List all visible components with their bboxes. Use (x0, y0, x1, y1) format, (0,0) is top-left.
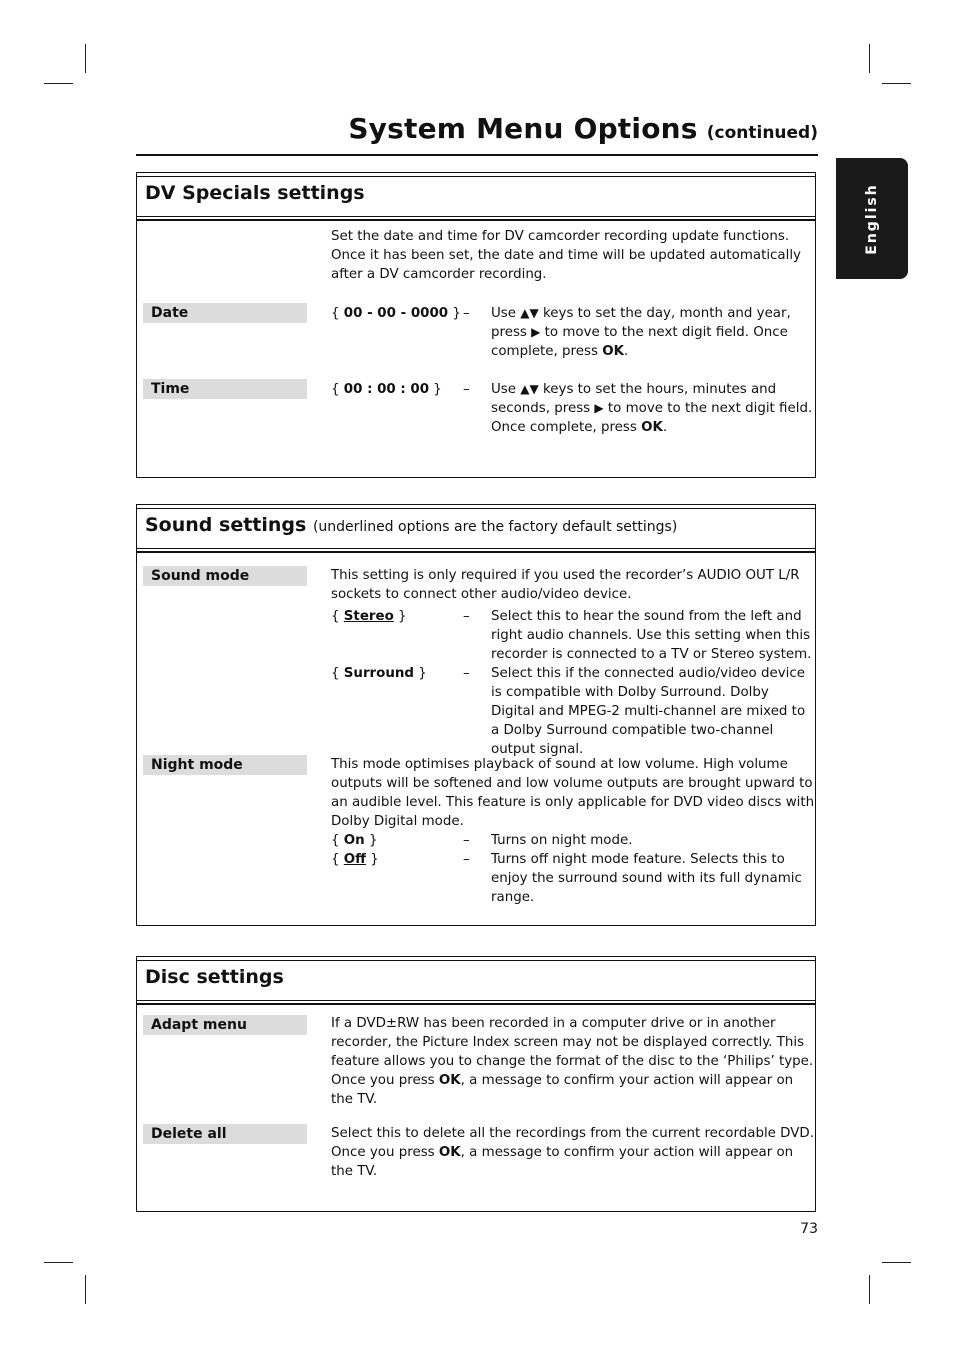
sound-settings-section (136, 504, 816, 926)
option-dash: – (463, 852, 470, 867)
time-option: { 00 : 00 : 00 } (331, 382, 442, 397)
crop-mark (882, 83, 911, 84)
down-arrow-icon: ▼ (529, 382, 539, 396)
adapt-menu-description: If a DVD±RW has been recorded in a computer drive or in another recorder, the Picture Index screen may not be displayed correctly. This feature allows you to change the format of the disc to the ‘Philips’ type. Once you press OK, a message to confirm your action will appear on the TV. (331, 1016, 814, 1107)
stereo-value: Stereo (343, 609, 394, 624)
right-arrow-icon: ▶ (531, 325, 541, 339)
dv-intro-text: Set the date and time for DV camcorder recording update functions. Once it has been set, the date and time will be updated automatically after a DV camcorder recording. (331, 229, 801, 282)
delete-all-description: Select this to delete all the recordings from the current recordable DVD. Once you press OK, a message to confirm your action will appear on the TV. (331, 1126, 814, 1179)
disc-settings-section (136, 956, 816, 1212)
night-mode-intro: This mode optimises playback of sound at low volume. High volume outputs will be softened and low volume outputs are brought upward to an audible level. This feature is only applicable for DVD video discs with Dolby Digital mode. (331, 757, 815, 829)
option-dash: – (463, 382, 470, 397)
off-description: Turns off night mode feature. Selects this to enjoy the surround sound with its full dynamic range. (491, 852, 802, 905)
sound-mode-intro: This setting is only required if you used the recorder’s AUDIO OUT L/R sockets to connect other audio/video device. (331, 568, 800, 602)
crop-mark (85, 44, 86, 73)
section-heading: DV Specials settings (145, 182, 365, 204)
section-header (137, 173, 815, 217)
language-tab (836, 158, 908, 279)
on-description: Turns on night mode. (491, 833, 633, 848)
crop-mark (869, 44, 870, 73)
page-title-continued: (continued) (706, 123, 818, 143)
section-subheading: (underlined options are the factory default settings) (312, 519, 678, 535)
date-option: { 00 - 00 - 0000 } (331, 306, 461, 321)
date-value: 00 - 00 - 0000 (343, 306, 449, 321)
crop-mark (882, 1262, 911, 1263)
surround-value: Surround (343, 666, 415, 681)
section-heading: Disc settings (145, 966, 284, 988)
page-number: 73 (800, 1221, 818, 1237)
crop-mark (869, 1275, 870, 1304)
option-dash: – (463, 609, 470, 624)
time-description: Use ▲▼ keys to set the hours, minutes and seconds, press ▶ to move to the next digit field. Once complete, press OK. (491, 382, 813, 435)
date-label: Date (143, 303, 307, 323)
down-arrow-icon: ▼ (529, 306, 539, 320)
time-value: 00 : 00 : 00 (343, 382, 430, 397)
up-arrow-icon: ▲ (520, 306, 530, 320)
adapt-menu-label: Adapt menu (143, 1015, 307, 1035)
crop-mark (44, 83, 73, 84)
date-description: Use ▲▼ keys to set the day, month and year, press ▶ to move to the next digit field. Once complete, press OK. (491, 306, 791, 359)
stereo-option: { Stereo } (331, 609, 407, 624)
surround-option: { Surround } (331, 666, 427, 681)
stereo-description: Select this to hear the sound from the left and right audio channels. Use this setting when this recorder is connected to a TV or Stereo system. (491, 609, 812, 662)
section-heading: Sound settings (underlined options are the factory default settings) (145, 514, 678, 536)
delete-all-label: Delete all (143, 1124, 307, 1144)
on-value: On (343, 833, 365, 848)
on-option: { On } (331, 833, 378, 848)
right-arrow-icon: ▶ (594, 401, 604, 415)
time-label: Time (143, 379, 307, 399)
language-tab-label: English (864, 182, 880, 255)
sound-mode-label: Sound mode (143, 566, 307, 586)
option-dash: – (463, 306, 470, 321)
title-rule (136, 154, 818, 156)
dv-specials-section (136, 172, 816, 478)
section-header (137, 505, 815, 549)
section-header (137, 957, 815, 1001)
off-option: { Off } (331, 852, 379, 867)
crop-mark (85, 1275, 86, 1304)
crop-mark (44, 1262, 73, 1263)
page-title-main: System Menu Options (348, 112, 698, 145)
surround-description: Select this if the connected audio/video device is compatible with Dolby Surround. Dolby Digital and MPEG-2 multi-channel are mixed to a Dolby Surround compatible two-channel output signal. (491, 666, 806, 757)
off-value: Off (343, 852, 367, 867)
option-dash: – (463, 833, 470, 848)
page-title (136, 112, 818, 145)
up-arrow-icon: ▲ (520, 382, 530, 396)
option-dash: – (463, 666, 470, 681)
night-mode-label: Night mode (143, 755, 307, 775)
